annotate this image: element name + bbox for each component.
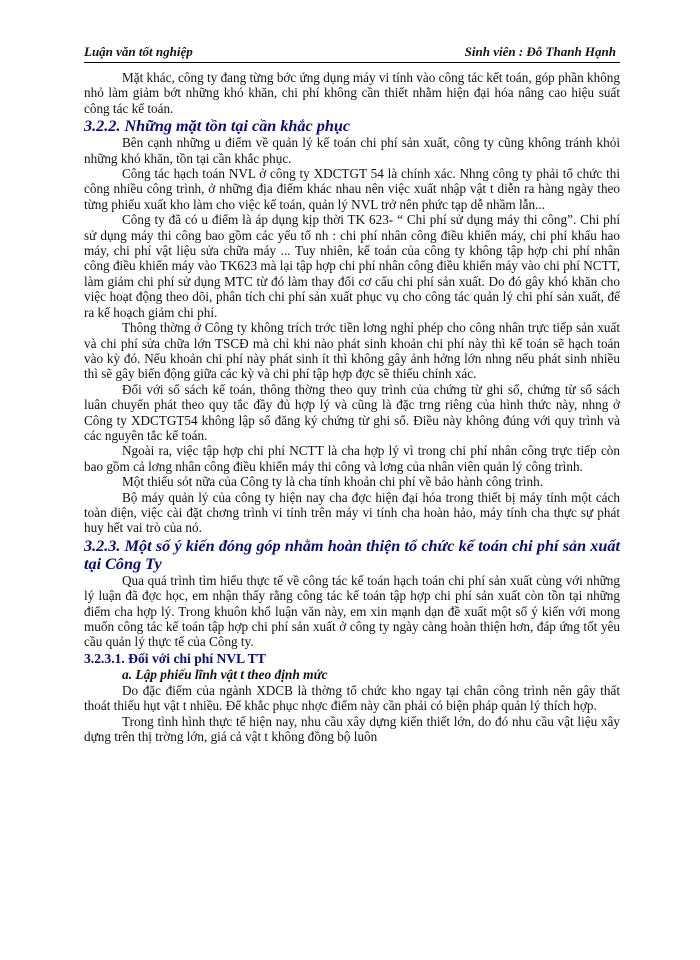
header-thesis-label: Luận văn tốt nghiệp bbox=[84, 44, 193, 59]
header-student-name: Sinh viên : Đỗ Thanh Hạnh bbox=[464, 44, 616, 59]
paragraph: Mặt khác, công ty đang từng bớc ứng dụng máy vi tính vào công tác kết toán, góp phần không nhỏ làm giảm bớt những khó khăn, chi phí không cần thiết nhằm hiện đại hóa nâng cao hiệu suất công tác kế toán. bbox=[84, 70, 620, 116]
paragraph: Đối với sổ sách kế toán, thông thờng theo quy trình của chứng từ ghi sổ, chứng từ sổ sách luân chuyển phát theo quy tắc đầy đủ hợp lý và cũng là đặc trng riêng của hình thức này, nhng ở Công ty XDCTGT54 không lập sổ đăng ký chứng từ ghi sổ. Điều này không đúng với quy trình và các nguyên tắc kế toán. bbox=[84, 381, 620, 443]
section-heading-3-2-2: 3.2.2. Những mặt tồn tại cần khắc phục bbox=[84, 117, 351, 136]
paragraph: Bộ máy quản lý của công ty hiện nay cha đợc hiện đại hóa trong thiết bị máy tính một cách toàn diện, việc cài đặt chơng trình vi tính trên máy vi tính cha hoàn hảo, máy tính cha thực sự phát huy hết vai trò của nó. bbox=[84, 489, 620, 536]
page-header bbox=[84, 42, 620, 63]
paragraph: Qua quá trình tìm hiểu thực tế về công tác kế toán hạch toán chi phí sản xuất cùng với những lý luận đã đợc học, em nhận thấy rằng công tác kế toán tập hợp chi phí sản xuất còn tồn tại những điểm cha hợp lý. Trong khuôn khổ luận văn này, em xin mạnh dạn đề xuất một số ý kiến với mong muốn công tác kế toán tập hợp chi phí sản xuất ở công ty ngày càng hoàn thiện hơn, đáp ứng tốt yêu cầu quản lý thực tế của Công ty. bbox=[84, 572, 620, 650]
paragraph: Một thiếu sót nữa của Công ty là cha tính khoản chi phí về bảo hành công trình. bbox=[122, 474, 544, 490]
paragraph: Thông thờng ở Công ty không trích trớc tiền lơng nghỉ phép cho công nhân trực tiếp sản xuất và chi phí sửa chữa lớn TSCĐ mà chỉ khi nào phát sinh khoản chi phí này thì kế toán sẽ hạch toán vào kỳ đó. Nếu khoản chi phí này phát sinh ít thì không gây ảnh hởng lớn nhng nếu phát sinh nhiều thì sẽ gây biến động giữa các kỳ và chi phí tập hợp đợc sẽ thiếu chính xác. bbox=[84, 320, 620, 382]
paragraph: Trong tình hình thực tế hiện nay, nhu cầu xây dựng kiến thiết lớn, do đó nhu cầu vật liệu xây dựng trên thị trờng lớn, giá cả vật t không đồng bộ luôn bbox=[84, 713, 620, 745]
document-body bbox=[84, 70, 620, 744]
paragraph: Bên cạnh những u điểm về quản lý kế toán chi phí sản xuất, công ty cũng không tránh khỏi những khó khăn, tồn tại cần khắc phục. bbox=[84, 135, 620, 166]
subsection-heading-3-2-3-1: 3.2.3.1. Đối với chi phí NVL TT bbox=[84, 650, 266, 666]
item-heading-a: a. Lập phiếu lĩnh vật t theo định mức bbox=[122, 666, 328, 682]
paragraph: Công tác hạch toán NVL ở công ty XDCTGT 54 là chính xác. Nhng công ty phải tổ chức thi công nhiều công trình, ở những địa điểm khác nhau nên việc xuất nhập vật t diễn ra hàng ngày theo từng phiếu xuất kho làm cho việc kế toán, quản lý NVL trở nên phức tạp dễ nhầm lẫn... bbox=[84, 166, 620, 212]
paragraph: Công ty đã có u điểm là áp dụng kịp thời TK 623- “ Chi phí sử dụng máy thi công”. Chi phí sử dụng máy thi công bao gồm các yếu tố nh : chi phí nhân công điều khiển máy, chi phí khấu hao máy, chi phí vật liệu sửa chữa máy ... Tuy nhiên, kế toán của công ty không tập hợp chi phí nhân công điều khiển máy vào TK623 mà lại tập hợp chi phí nhân công điều khiển máy vào chi phí NCTT, làm giảm chi phí sử dụng MTC từ đó làm thay đổi cơ cấu chi phí sản xuất. Do đó gây khó khăn cho việc hoạt động theo dõi, phân tích chi phí sản xuất phục vụ cho công tác quản lý chi phí sản xuất, để ra kế hoạch giảm chi phí. bbox=[84, 212, 620, 320]
section-heading-3-2-3: 3.2.3. Một số ý kiến đóng góp nhằm hoàn thiện tổ chức kế toán chi phí sản xuất tại Công Ty bbox=[84, 536, 620, 573]
paragraph: Ngoài ra, việc tập hợp chi phí NCTT là cha hợp lý vì trong chi phí nhân công trực tiếp còn bao gồm cả lơng nhân công điều khiển máy thi công và lơng của nhân viên quản lý công trình. bbox=[84, 443, 620, 474]
paragraph: Do đặc điểm của ngành XDCB là thờng tổ chức kho ngay tại chân công trình nên gây thất thoát thiếu hụt vật t nhiều. Để khắc phục nhợc điểm này cần phải có biện pháp quản lý thích hợp. bbox=[84, 682, 620, 714]
